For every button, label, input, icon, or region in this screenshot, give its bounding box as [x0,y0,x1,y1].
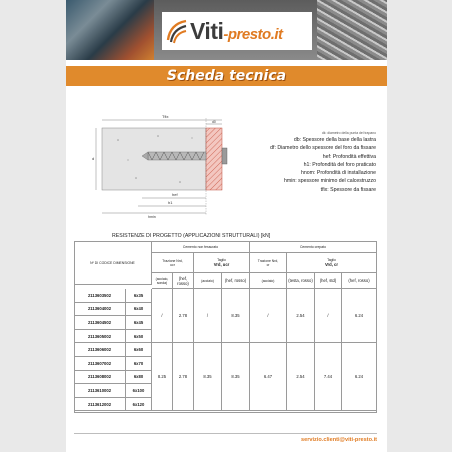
shear-cracked-header-label: Taglio [327,258,336,262]
dimension-column-header: DIMENSIONE [113,260,135,265]
footer-divider [74,433,377,434]
legend-line: df: Diametro dello spessore del foro da fissare [270,145,376,152]
header-photo-banner [66,0,387,60]
title-banner [66,66,387,86]
shear-uncracked-header-label: Taglio [217,258,226,262]
resistance-value-cell: 6.47 [250,343,287,411]
group-header-cracked: Cemento crepato [250,241,377,253]
subheader-cell: (testa, rosso) [287,273,315,289]
subheader-cell: (hef, std) [315,273,342,289]
resistance-value-cell: / [250,289,287,343]
table-title: RESISTENZE DI PROGETTO (APPLICAZIONI STRUTTURALI) [kN] [112,233,271,239]
shear-cracked-header [287,253,377,273]
legend-line: h1: Profondità del foro praticato [303,161,376,168]
group-header-uncracked: Cemento non fessurato [152,241,250,253]
subheader-cell: (acciaio) [194,273,222,289]
product-code-cell: 2113605002 [74,330,126,344]
product-code-cell: 2113606002 [74,343,126,357]
dim-label-hmin: hmin [148,215,156,219]
resistance-value-cell: 2.54 [287,343,315,411]
dimension-cell: 6x60 [126,343,152,357]
legend-line: dk: diametro della punta del trapano [321,131,376,135]
dimension-cell: 6x50 [126,330,152,344]
footer-email-link[interactable]: servizio.clienti@viti-presto.it [300,437,377,443]
resistance-value-cell: 7.44 [315,343,342,411]
legend-line: hmin: spessore minimo del calcestruzzo [284,178,376,185]
brand-name: Viti-presto.it [190,18,283,44]
resistance-value-cell: 8.25 [152,343,173,411]
product-code-cell: 2113608002 [74,371,126,385]
tools-photo [66,0,154,60]
dim-label-d: d [92,156,95,161]
traction-cracked-header-label: Trazione Nrd, [257,258,279,263]
dimension-cell: 6x80 [126,371,152,385]
subheader-cell: (acciaio, sonda) [152,273,173,289]
resistance-value-cell: 8.35 [222,289,250,343]
subheader-cell: (hef, rosso) [342,273,377,289]
traction-uncracked-header [152,253,194,273]
subheader-cell: (hef, rosso) [173,273,194,289]
resistance-value-cell: 6.24 [342,343,377,411]
resistance-value-cell: / [152,289,173,343]
resistance-value-cell: 6.24 [342,289,377,343]
resistance-value-cell: 8.35 [222,343,250,411]
fixture-plate [206,128,222,190]
subheader-cell: (hef, rosso) [222,273,250,289]
dim-label-hef: hef [172,192,178,197]
resistance-value-cell: 2.78 [173,289,194,343]
traction-cracked-header [250,253,287,273]
resistance-value-cell: 8.35 [194,343,222,411]
dimension-cell: 6x40 [126,303,152,317]
resistance-value-cell: 2.78 [173,343,194,411]
product-code-cell: 2113612002 [74,398,126,412]
product-code-cell: 2113607002 [74,357,126,371]
subheader-cell: (acciaio) [250,273,287,289]
anchor-installation-diagram [88,108,228,220]
brand-suffix: -presto.it [223,26,283,43]
traction-uncracked-header-label: Trazione Nrd, [162,258,183,263]
dim-label-h1: h1 [168,200,173,205]
shear-uncracked-header [194,253,250,273]
brand-logo[interactable] [162,12,312,50]
datasheet-page [66,0,387,452]
product-code-cell: 2113604002 [74,303,126,317]
legend-line: hnom: Profondità di installazione [301,170,376,177]
design-resistance-table [74,241,377,413]
resistance-value-cell: / [315,289,342,343]
dimension-cell: 6x45 [126,316,152,330]
dim-label-d0: d0 [212,120,216,124]
legend-line: hef: Profondità effettiva [322,153,376,160]
logo-arcs-icon [166,18,188,44]
traction-cracked-header-sub: cr [266,262,270,267]
page-title: Scheda tecnica [166,68,287,84]
resistance-value-cell: / [194,289,222,343]
code-column-header: Nº DI CODICE [90,260,113,265]
diagram-legend [226,130,376,194]
legend-line: tfix: Spessore da fissare [320,186,376,193]
dim-label-tfix: Tfix [162,114,169,119]
legend-line: db: Spessore della base della lastra [293,137,376,143]
dimension-cell: 6x70 [126,357,152,371]
dimension-cell: 6x120 [126,398,152,412]
shear-cracked-header-sub: Vrd, cr [324,262,339,267]
traction-uncracked-header-sub: ucr [170,262,175,267]
shear-uncracked-header-sub: Vrd, ucr [213,262,230,267]
resistance-value-cell: 2.54 [287,289,315,343]
product-code-cell: 2113610002 [74,384,126,398]
dimension-cell: 6x35 [126,289,152,303]
product-code-cell: 2113603502 [74,289,126,303]
dimension-cell: 6x100 [126,384,152,398]
screws-photo [317,0,387,60]
product-code-cell: 2113604502 [74,316,126,330]
code-dimension-header [74,241,152,285]
